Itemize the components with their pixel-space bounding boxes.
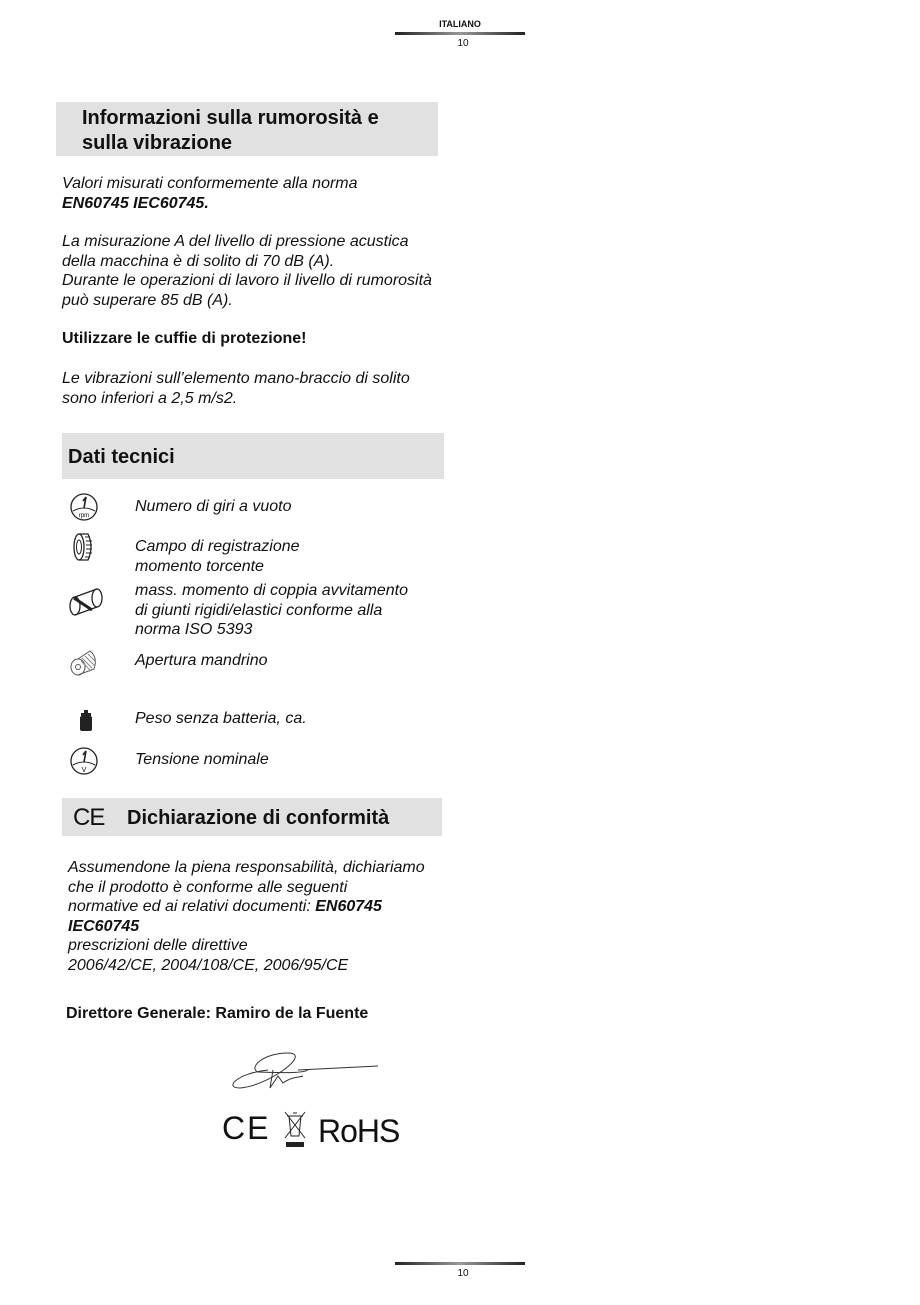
spec-chuck-opening: Apertura mandrino xyxy=(135,652,268,669)
signature-image xyxy=(228,1048,383,1098)
section-title-conformity: Dichiarazione di conformità xyxy=(127,807,390,829)
spec-torque-range xyxy=(135,537,300,576)
header-rule xyxy=(395,32,525,35)
title-line: Informazioni sulla rumorosità e xyxy=(82,107,379,129)
text-line: momento torcente xyxy=(135,557,264,575)
rohs-logo: RoHS xyxy=(318,1113,400,1149)
norm-text: IEC60745 xyxy=(68,917,140,935)
text-line: sono inferiori a 2,5 m/s2. xyxy=(62,389,238,407)
spec-weight: Peso senza batteria, ca. xyxy=(135,710,307,727)
norm-text: EN60745 xyxy=(315,898,382,915)
text-line: Le vibrazioni sull’elemento mano-braccio di solito xyxy=(62,370,410,387)
text-line: Durante le operazioni di lavoro il livello di rumorosità xyxy=(62,272,432,289)
text-line: della macchina è di solito di 70 dB (A). xyxy=(62,252,335,270)
section-title-noise xyxy=(82,106,379,156)
language-label: ITALIANO xyxy=(439,19,481,29)
svg-text:V: V xyxy=(81,767,87,774)
text-line: La misurazione A del livello di pressione acustica xyxy=(62,233,409,250)
text-line: può superare 85 dB (A). xyxy=(62,291,233,309)
text-line: di giunti rigidi/elastici conforme alla xyxy=(135,601,383,619)
noise-paragraph xyxy=(62,232,432,310)
voltage-icon xyxy=(68,745,100,777)
text-line: Campo di registrazione xyxy=(135,538,300,555)
section-title-tech: Dati tecnici xyxy=(68,446,175,468)
text-line: norma ISO 5393 xyxy=(135,621,253,638)
ce-mark-icon: CE xyxy=(73,804,105,831)
weight-icon xyxy=(68,705,100,737)
conformity-paragraph xyxy=(68,858,425,975)
torque-ring-icon xyxy=(68,531,100,563)
text-line: prescrizioni delle direttive xyxy=(68,937,248,954)
text-line: 2006/42/CE, 2004/108/CE, 2006/95/CE xyxy=(68,956,349,974)
ear-protection-warning: Utilizzare le cuffie di protezione! xyxy=(62,330,307,347)
text: normative ed ai relativi documenti: xyxy=(68,898,316,915)
chuck-icon xyxy=(68,647,100,679)
spec-max-torque xyxy=(135,581,408,640)
text-line: Valori misurati conformemente alla norma xyxy=(62,175,358,192)
measurement-paragraph xyxy=(62,174,358,213)
footer-rule xyxy=(395,1262,525,1265)
svg-text:rpm: rpm xyxy=(78,513,90,519)
norm-text: EN60745 IEC60745. xyxy=(62,194,209,212)
rpm-icon xyxy=(68,491,100,523)
page-number: 10 xyxy=(457,38,469,49)
footer-page-number: 10 xyxy=(457,1268,469,1279)
spec-voltage: Tensione nominale xyxy=(135,751,269,768)
text-line: Assumendone la piena responsabilità, dichiariamo xyxy=(68,859,425,876)
screw-joint-icon xyxy=(68,586,104,618)
spec-no-load-speed: Numero di giri a vuoto xyxy=(135,498,292,515)
text-line: che il prodotto è conforme alle seguenti xyxy=(68,878,348,896)
ce-logo: CE xyxy=(222,1110,271,1146)
text-line: mass. momento di coppia avvitamento xyxy=(135,582,409,599)
vibration-paragraph xyxy=(62,369,410,408)
title-line: sulla vibrazione xyxy=(82,132,233,154)
text-line xyxy=(68,897,425,917)
weee-bin-icon xyxy=(282,1110,308,1150)
director-name: Direttore Generale: Ramiro de la Fuente xyxy=(66,1005,369,1022)
